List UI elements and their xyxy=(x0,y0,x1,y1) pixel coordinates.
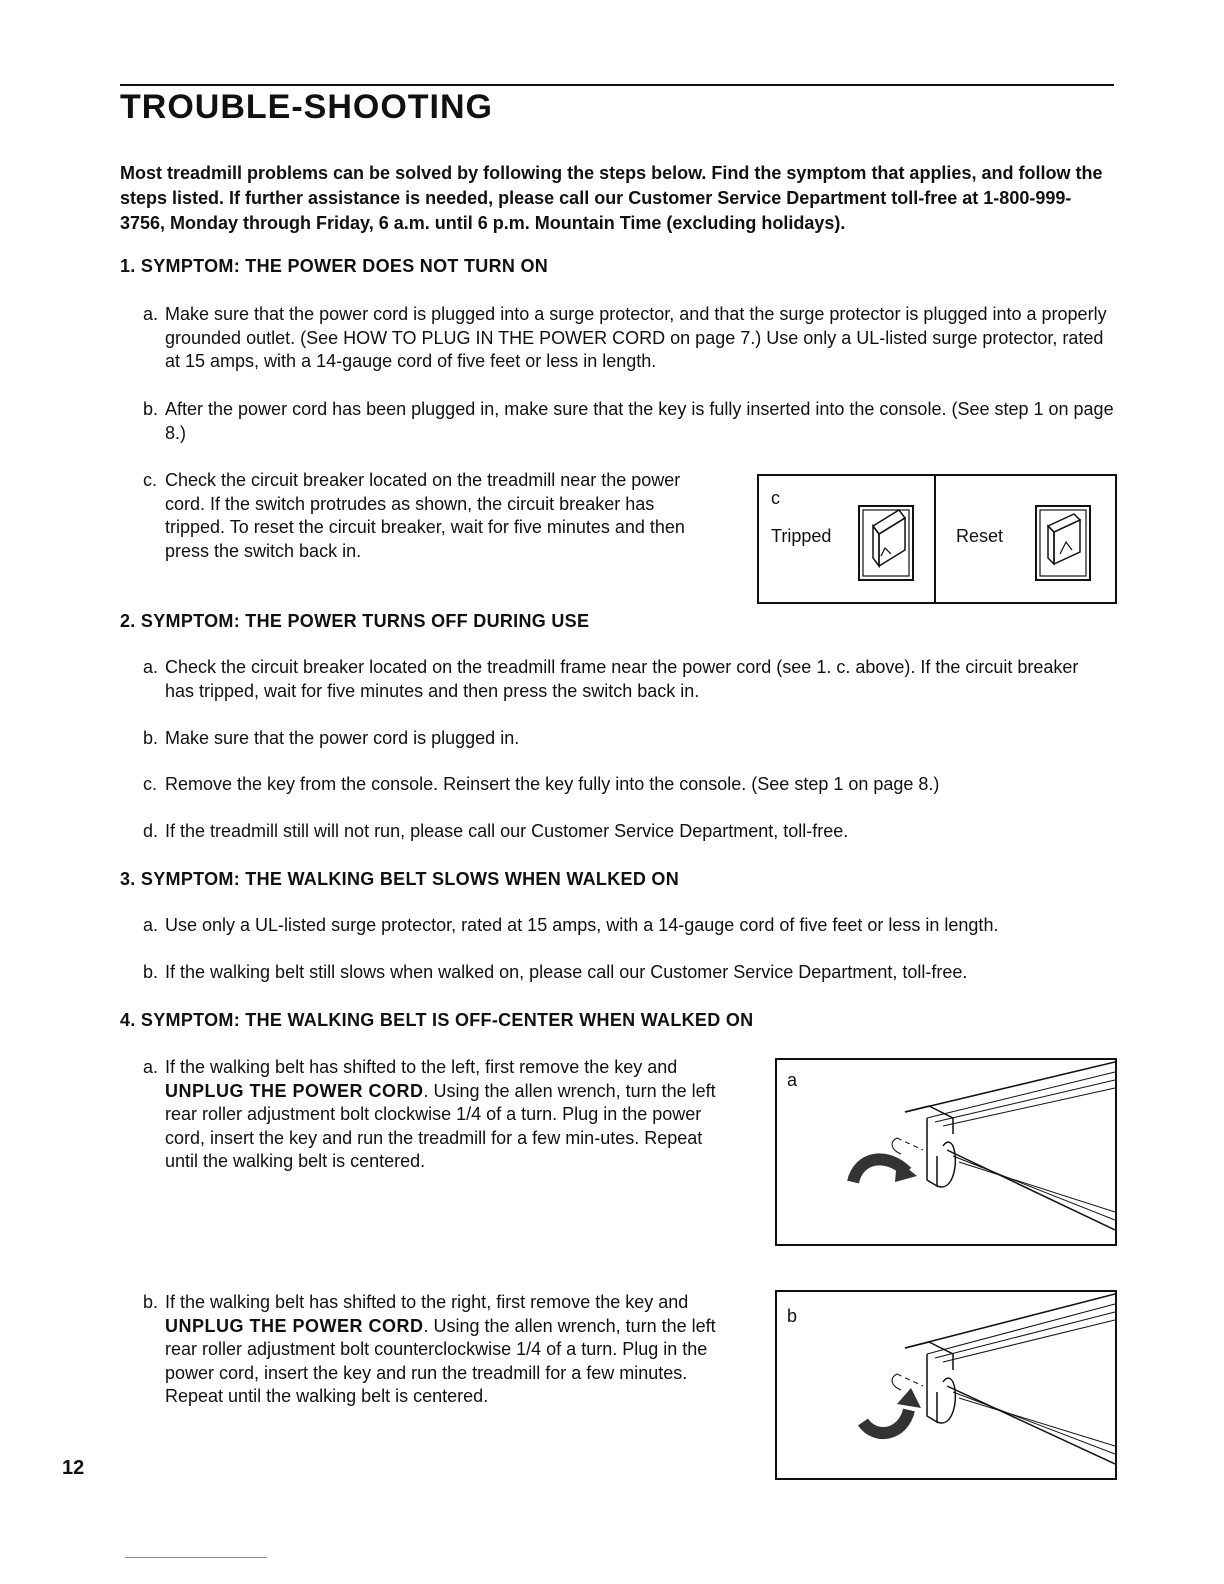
step-label: c. xyxy=(143,470,158,490)
step-1a xyxy=(143,303,1113,374)
step-text: Check the circuit breaker located on the treadmill frame near the power cord (see 1. c. above). If the circuit breaker has tripped, wait for five minutes and then press the switch back in. xyxy=(165,657,1079,701)
tripped-label: Tripped xyxy=(771,526,832,546)
step-text: Make sure that the power cord is plugged in. xyxy=(165,728,520,748)
step-text-cont: . Using the allen wrench, turn the left rear roller adjustment bolt clockwise 1/4 of a turn. Plug in the power cord, insert the key and run the treadmill for a few min-utes. Repeat until the walking belt is centered. xyxy=(165,1080,716,1171)
symptom-3-heading: 3. SYMPTOM: THE WALKING BELT SLOWS WHEN WALKED ON xyxy=(120,869,680,889)
step-label: b. xyxy=(143,962,159,982)
step-3a xyxy=(143,914,1103,938)
step-text: Use only a UL-listed surge protector, rated at 15 amps, with a 14-gauge cord of five feet or less in length. xyxy=(165,915,999,935)
step-text: Make sure that the power cord is plugged into a surge protector, and that the surge protector is plugged into a properly grounded outlet. (See HOW TO PLUG IN THE POWER CORD on page 7.) Use only a UL-listed surge protector, rated at 15 amps, with a 14-gauge cord of five feet or less in length. xyxy=(165,304,1107,371)
breaker-reset-icon xyxy=(1032,496,1094,584)
belt-right-figure xyxy=(775,1290,1117,1480)
breaker-figure xyxy=(757,474,1117,604)
symptom-1-heading: 1. SYMPTOM: THE POWER DOES NOT TURN ON xyxy=(120,256,549,276)
footer-rule xyxy=(125,1557,267,1558)
symptom-4-heading: 4. SYMPTOM: THE WALKING BELT IS OFF-CENTER WHEN WALKED ON xyxy=(120,1010,754,1030)
page-title: TROUBLE-SHOOTING xyxy=(120,88,493,126)
step-text: If the walking belt still slows when walked on, please call our Customer Service Department, toll-free. xyxy=(165,962,968,982)
step-label: a. xyxy=(143,915,159,935)
step-label: c. xyxy=(143,774,158,794)
step-2c xyxy=(143,773,1103,797)
step-4b xyxy=(143,1291,733,1409)
step-text-cont: . Using the allen wrench, turn the left rear roller adjustment bolt counterclockwise 1/4 of a turn. Plug in the power cord, insert the key and run the treadmill for a few minutes. Repeat until the walking belt is centered. xyxy=(165,1315,716,1406)
step-text: After the power cord has been plugged in, make sure that the key is fully inserted into the console. (See step 1 on page 8.) xyxy=(165,399,1114,443)
belt-roller-right-illustration xyxy=(777,1292,1115,1478)
belt-left-figure xyxy=(775,1058,1117,1246)
breaker-tripped-icon xyxy=(855,496,917,584)
step-text: Remove the key from the console. Reinsert the key fully into the console. (See step 1 on page 8.) xyxy=(165,774,940,794)
step-1b xyxy=(143,398,1118,445)
step-2d xyxy=(143,820,1103,844)
figure-label: a xyxy=(787,1070,798,1090)
step-label: a. xyxy=(143,657,159,677)
step-2b xyxy=(143,727,1103,751)
unplug-warning: UNPLUG THE POWER CORD xyxy=(165,1315,424,1336)
unplug-warning: UNPLUG THE POWER CORD xyxy=(165,1080,424,1101)
header-rule xyxy=(120,84,1114,86)
reset-label: Reset xyxy=(956,526,1004,546)
figure-divider xyxy=(934,476,936,602)
figure-label: c xyxy=(771,488,780,508)
step-4a xyxy=(143,1056,733,1174)
step-label: a. xyxy=(143,304,159,324)
step-label: b. xyxy=(143,728,159,748)
figure-label: b xyxy=(787,1306,798,1326)
step-label: b. xyxy=(143,1292,159,1312)
step-text: Check the circuit breaker located on the treadmill near the power cord. If the switch protrudes as shown, the circuit breaker has tripped. To reset the circuit breaker, wait for five minutes and then press the switch back in. xyxy=(165,470,685,561)
intro-paragraph: Most treadmill problems can be solved by following the steps below. Find the symptom that applies, and follow the steps listed. If further assistance is needed, please call our Customer Service Department toll-free at 1-800-999-3756, Monday through Friday, 6 a.m. until 6 p.m. Mountain Time (excluding holidays). xyxy=(120,163,1103,233)
step-label: b. xyxy=(143,399,159,419)
step-label: a. xyxy=(143,1057,159,1077)
step-label: d. xyxy=(143,821,159,841)
page-number: 12 xyxy=(62,1457,85,1479)
step-text: If the walking belt has shifted to the right, first remove the key and xyxy=(165,1292,689,1312)
symptom-2-heading: 2. SYMPTOM: THE POWER TURNS OFF DURING USE xyxy=(120,611,590,631)
step-text: If the walking belt has shifted to the left, first remove the key and xyxy=(165,1057,678,1077)
step-text: If the treadmill still will not run, please call our Customer Service Department, toll-free. xyxy=(165,821,849,841)
belt-roller-left-illustration xyxy=(777,1060,1115,1244)
step-3b xyxy=(143,961,1103,985)
step-1c xyxy=(143,469,703,563)
step-2a xyxy=(143,656,1103,703)
